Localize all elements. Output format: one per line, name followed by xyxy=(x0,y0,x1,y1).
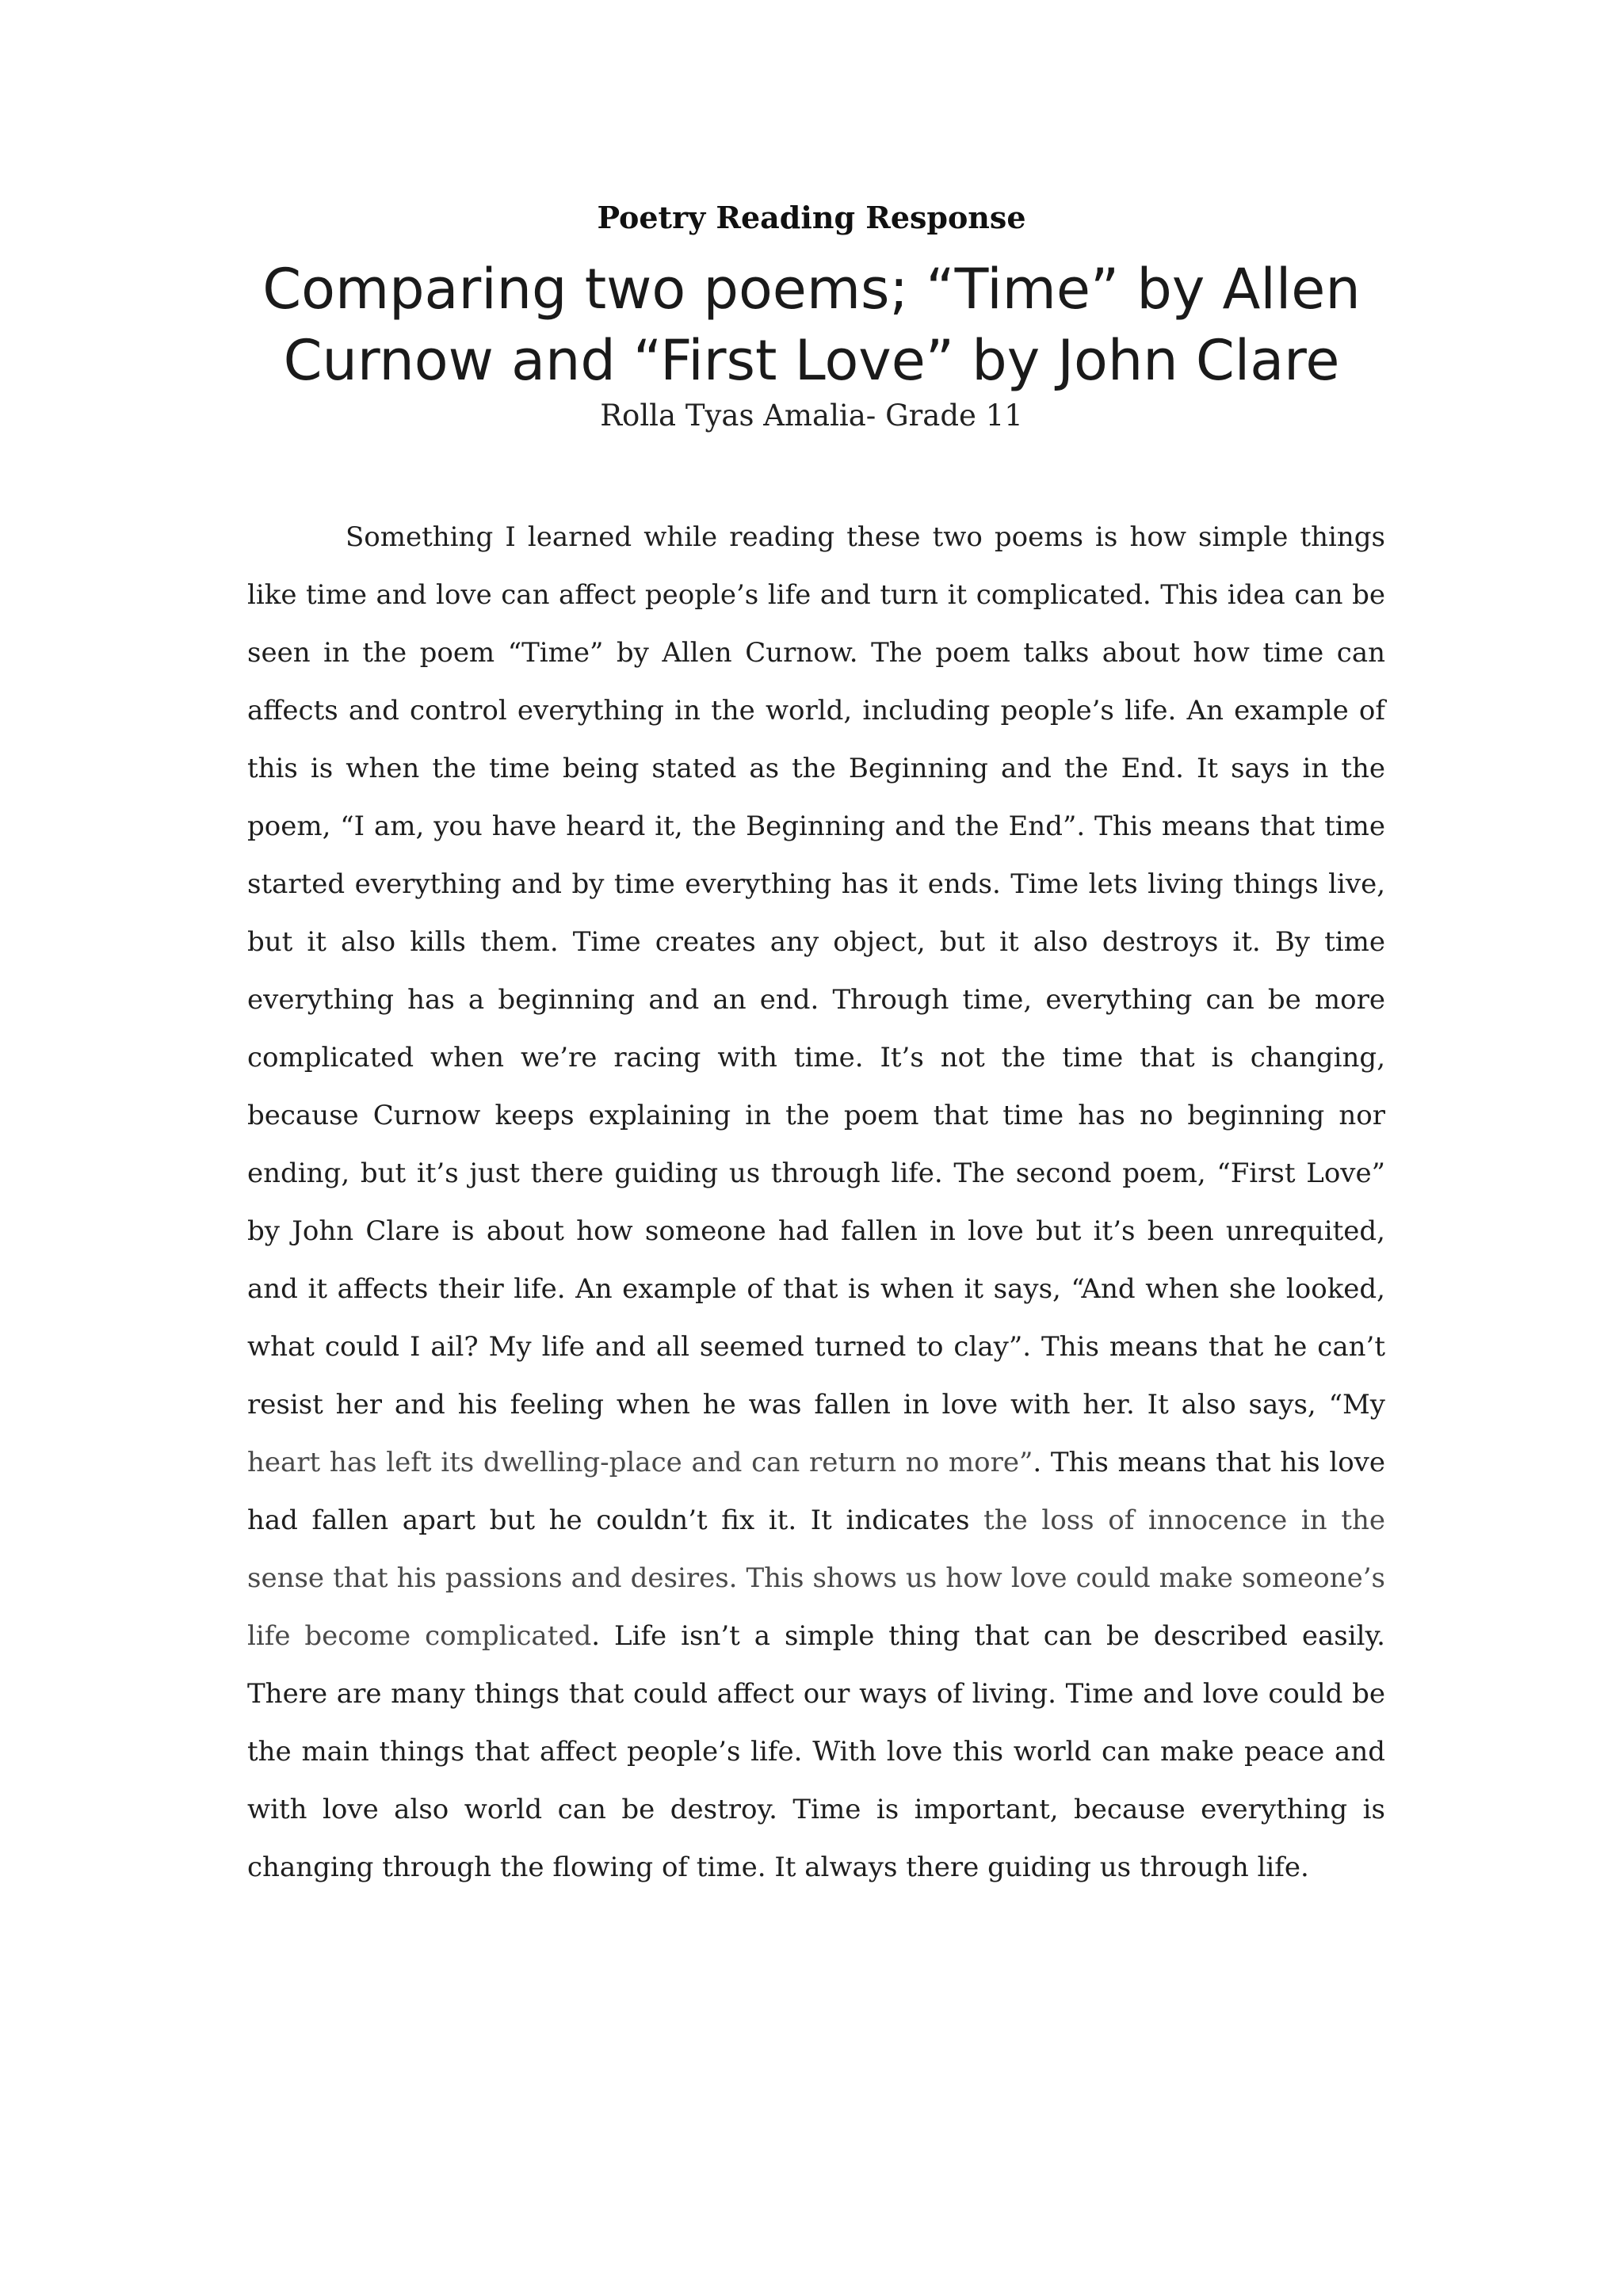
document-title: Comparing two poems; “Time” by Allen Curnow and “First Love” by John Clare xyxy=(262,257,1361,393)
body-text-segment: . This means that his love had fallen apart but he couldn’t fix it. It indicates xyxy=(247,1447,1385,1536)
body-quote-segment: heart has left its dwelling-place and can return no more” xyxy=(247,1447,1033,1478)
body-text-segment: Something I learned while reading these two poems is how simple things like time and love can affect people’s life and turn it complicated. This idea can be seen in the poem “Time” by Allen Curnow. The poem talks about how time can affects and control everything in the world, including people’s life. An example of this is when the time being stated as the Beginning and the End. It says in the poem, “I am, you have heard it, the Beginning and the End”. This means that time started everything and by time everything has it ends. Time lets living things live, but it also kills them. Time creates any object, but it also destroys it. By time everything has a beginning and an end. Through time, everything can be more complicated when we’re racing with time. It’s not the time that is changing, because Curnow keeps explaining in the poem that time has no beginning nor ending, but it’s just there guiding us through life. The second poem, “First Love” by John Clare is about how someone had fallen in love but it’s been unrequited, and it affects their life. An example of that is when it says, “And when she looked, what could I ail? My life and all seemed turned to clay”. This means that he can’t resist her and his feeling when he was fallen in love with her. It also says, “My xyxy=(247,521,1385,1421)
author-line: Rolla Tyas Amalia- Grade 11 xyxy=(600,399,1023,433)
body-paragraph xyxy=(247,509,1385,1897)
body-muted-segment: the loss of innocence in the sense that his passions and desires. This shows us how love could make someone’s life become complicated xyxy=(247,1505,1385,1652)
body-text-segment: . Life isn’t a simple thing that can be described easily. There are many things that could affect our ways of living. Time and love could be the main things that affect people’s life. With love this world can make peace and with love also world can be destroy. Time is important, because everything is changing through the flowing of time. It always there guiding us through life. xyxy=(247,1620,1385,1883)
document-heading-label: Poetry Reading Response xyxy=(597,200,1026,235)
